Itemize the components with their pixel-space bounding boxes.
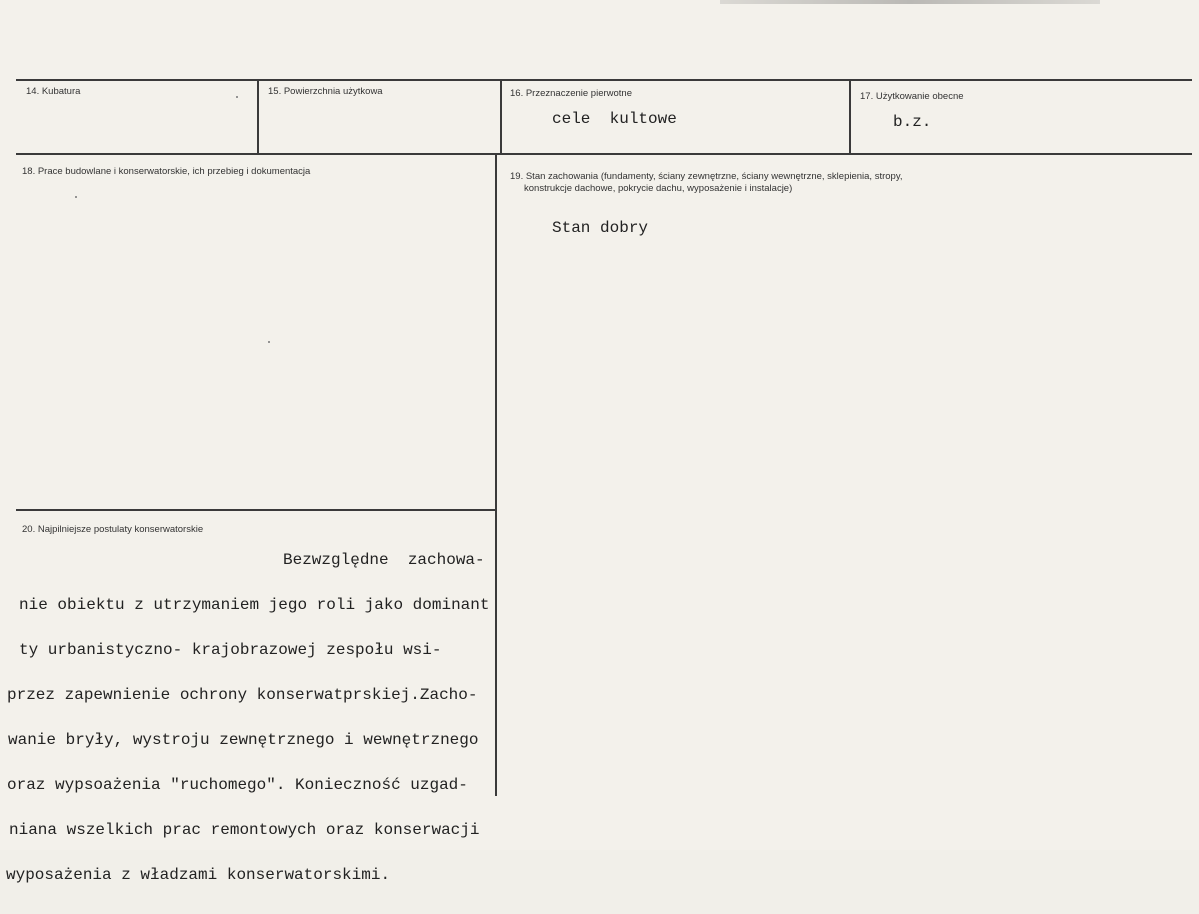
paper-speck: [268, 341, 270, 343]
divider-14-15: [257, 79, 259, 155]
field-17-value: b.z.: [893, 113, 932, 131]
field-20-line: Bezwzględne zachowa-: [283, 551, 485, 569]
field-16-label: 16. Przeznaczenie pierwotne: [510, 88, 632, 99]
field-20-line: ty urbanistyczno- krajobrazowej zespołu wsi-: [19, 641, 442, 659]
field-20-line: nie obiektu z utrzymaniem jego roli jako dominant: [19, 596, 490, 614]
divider-16-17: [849, 79, 851, 155]
field-20-line: niana wszelkich prac remontowych oraz konserwacji: [9, 821, 480, 839]
field-20-line: oraz wypsoażenia "ruchomego". Konieczność uzgad-: [7, 776, 468, 794]
field-17-label: 17. Użytkowanie obecne: [860, 91, 964, 102]
field-19-label-line1: 19. Stan zachowania (fundamenty, ściany zewnętrzne, ściany wewnętrzne, sklepienia, stropy,: [510, 171, 903, 182]
field-20-text: [6, 523, 489, 913]
field-20-label: 20. Najpilniejsze postulaty konserwatorskie: [22, 524, 204, 535]
section-20-top-rule: [16, 509, 497, 511]
paper-speck: [75, 196, 77, 198]
field-20-line: przez zapewnienie ochrony konserwatprskiej.Zacho-: [7, 686, 478, 704]
divider-18-19: [495, 153, 497, 796]
field-18-label: 18. Prace budowlane i konserwatorskie, ich przebieg i dokumentacja: [22, 166, 311, 177]
row1-bottom-rule: [16, 153, 1192, 155]
field-20-line: wanie bryły, wystroju zewnętrznego i wewnętrznego: [8, 731, 479, 749]
field-19-value: Stan dobry: [552, 219, 649, 237]
row1-top-rule: [16, 79, 1192, 81]
field-14-label: 14. Kubatura: [26, 86, 81, 97]
divider-15-16: [500, 79, 502, 155]
field-16-value: cele kultowe: [552, 110, 677, 128]
field-20-line: wyposażenia z władzami konserwatorskimi.: [6, 866, 391, 884]
top-edge-mark: [720, 0, 1100, 4]
paper-speck: [236, 96, 238, 98]
field-15-label: 15. Powierzchnia użytkowa: [268, 86, 383, 97]
field-19-label-line2: konstrukcje dachowe, pokrycie dachu, wyposażenie i instalacje): [524, 183, 793, 194]
